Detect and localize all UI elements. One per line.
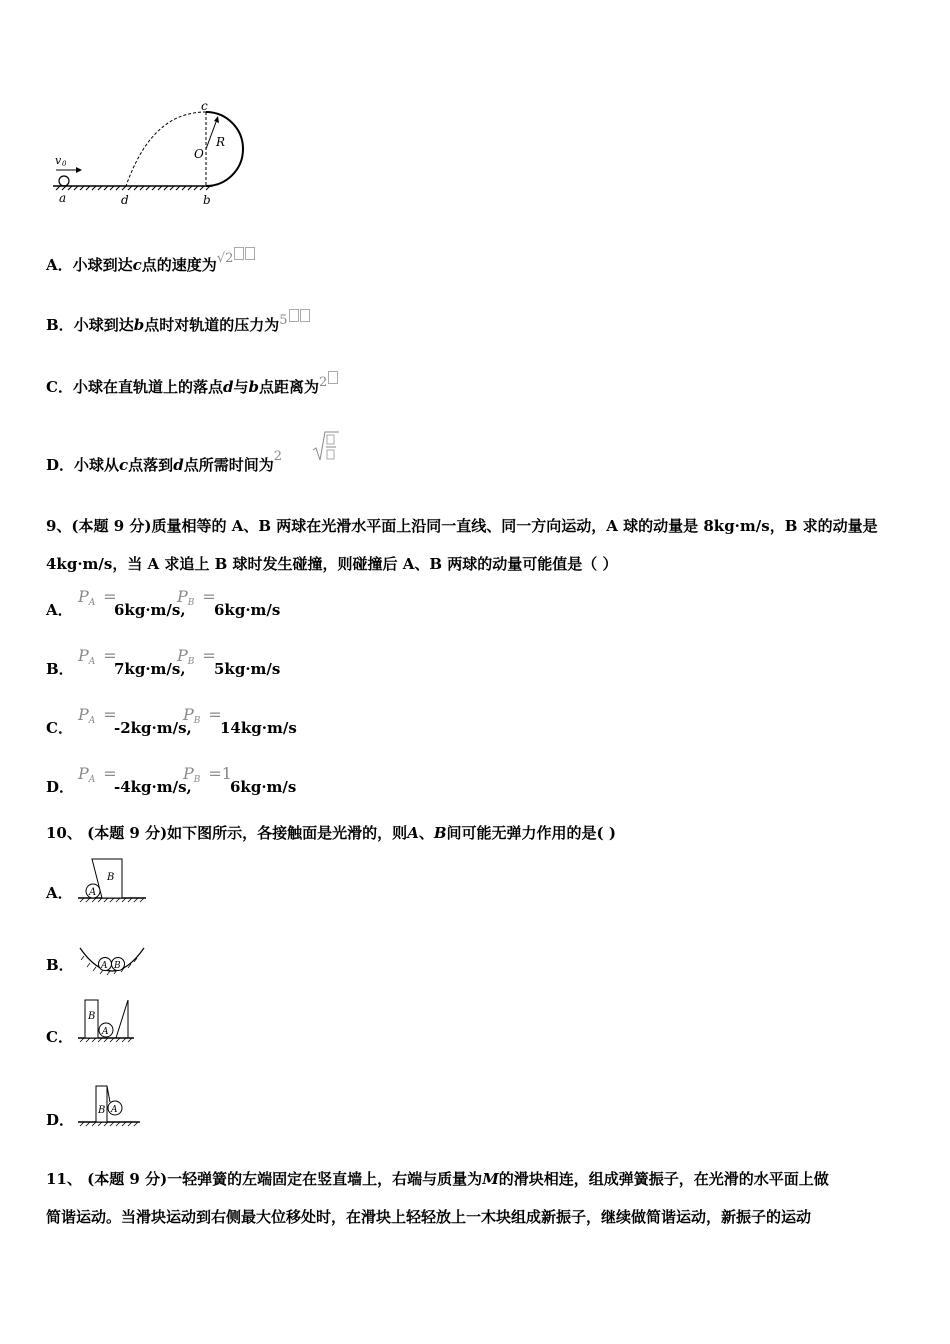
radius-r-label: R: [216, 135, 226, 149]
point-o-label: O: [194, 147, 204, 161]
formula-force: 5: [279, 313, 309, 328]
q9-option-b-pa-symbol: $P_A$ =: [78, 646, 117, 667]
q11-stem-line2: 简谐运动。当滑块运动到右侧最大位移处时，在滑块上轻轻放上一木块组成新振子，继续做简谐运动，新振子的运动: [46, 1208, 812, 1226]
v0-sub-label: 0: [62, 160, 67, 168]
point-d-label: d: [121, 193, 129, 207]
q9-option-c-pb-value: 14kg·m/s: [220, 719, 297, 737]
q10-figure-d: [76, 1080, 144, 1130]
svg-text:B: B: [114, 961, 121, 971]
formula-sqrt: √2: [217, 251, 256, 266]
q9-option-d-pa-value: -4kg·m/s,: [114, 778, 192, 796]
q9-option-a-pb-value: 6kg·m/s: [214, 601, 281, 619]
q11-stem-line1: 11、 (本题 9 分)一轻弹簧的左端固定在竖直墙上，右端与质量为M的滑块相连，组成弹簧振子，在光滑的水平面上做: [46, 1170, 829, 1188]
q9-stem-line2: 4kg·m/s，当 A 求追上 B 球时发生碰撞，则碰撞后 A、B 两球的动量可能值是（ ）: [46, 555, 618, 573]
svg-text:B: B: [88, 1011, 96, 1022]
point-b-label: b: [203, 193, 211, 207]
q9-option-a-pb-symbol: $P_B$ =: [177, 587, 216, 608]
formula-time: 2: [273, 449, 282, 464]
q10-stem: 10、 (本题 9 分)如下图所示，各接触面是光滑的，则A、B间可能无弹力作用的是( ): [46, 824, 616, 842]
q9-stem-line1: 9、(本题 9 分)质量相等的 A、B 两球在光滑水平面上沿同一直线、同一方向运动，A 球的动量是 8kg·m/s，B 求的动量是: [46, 517, 878, 535]
q9-option-b: B．: [46, 660, 74, 678]
q9-option-c-pb-symbol: $P_B$ =: [183, 705, 222, 726]
q10-figure-a: [76, 854, 150, 906]
q8-option-b: B．小球到达b点时对轨道的压力为5: [46, 309, 310, 335]
q9-option-b-pa-value: 7kg·m/s,: [114, 660, 186, 678]
svg-text:A: A: [111, 1105, 118, 1115]
q9-option-b-pb-symbol: $P_B$ =: [177, 646, 216, 667]
q9-option-b-pb-value: 5kg·m/s: [214, 660, 281, 678]
q9-option-a-pa-value: 6kg·m/s,: [114, 601, 186, 619]
q10-figure-c: [76, 996, 138, 1046]
q10-option-b: B．: [46, 956, 74, 974]
q9-option-c: C．: [46, 719, 73, 737]
svg-text:B: B: [98, 1105, 106, 1116]
q9-option-d-pb-symbol: $P_B =1$: [183, 764, 232, 785]
q9-option-a: A．: [46, 601, 73, 619]
track-loop-figure: [48, 98, 258, 210]
svg-text:B: B: [107, 872, 115, 883]
point-c-label: c: [201, 99, 208, 113]
v0-label: v: [55, 154, 62, 167]
formula-distance: 2: [319, 375, 338, 390]
svg-text:A: A: [89, 887, 97, 898]
q8-option-a: A．小球到达c点的速度为√2: [46, 247, 255, 275]
q9-option-c-pa-value: -2kg·m/s,: [114, 719, 192, 737]
q9-option-a-pa-symbol: $P_A$ =: [78, 587, 117, 608]
q9-option-d-pb-value: 6kg·m/s: [230, 778, 297, 796]
q10-option-d: D．: [46, 1111, 75, 1129]
svg-text:A: A: [102, 1027, 109, 1037]
q10-option-c: C．: [46, 1028, 73, 1046]
q9-option-c-pa-symbol: $P_A$ =: [78, 705, 117, 726]
q9-option-d: D．: [46, 778, 75, 796]
q8-option-c: C．小球在直轨道上的落点d与b点距离为2: [46, 371, 338, 397]
q9-option-d-pa-symbol: $P_A$ =: [78, 764, 117, 785]
q10-figure-b: [76, 944, 148, 980]
q10-option-a: A．: [46, 884, 73, 902]
svg-text:A: A: [101, 961, 108, 971]
formula-time-radical: [311, 428, 341, 466]
point-a-label: a: [59, 191, 67, 205]
q8-option-d: D．小球从c点落到d点所需时间为2: [46, 449, 282, 474]
